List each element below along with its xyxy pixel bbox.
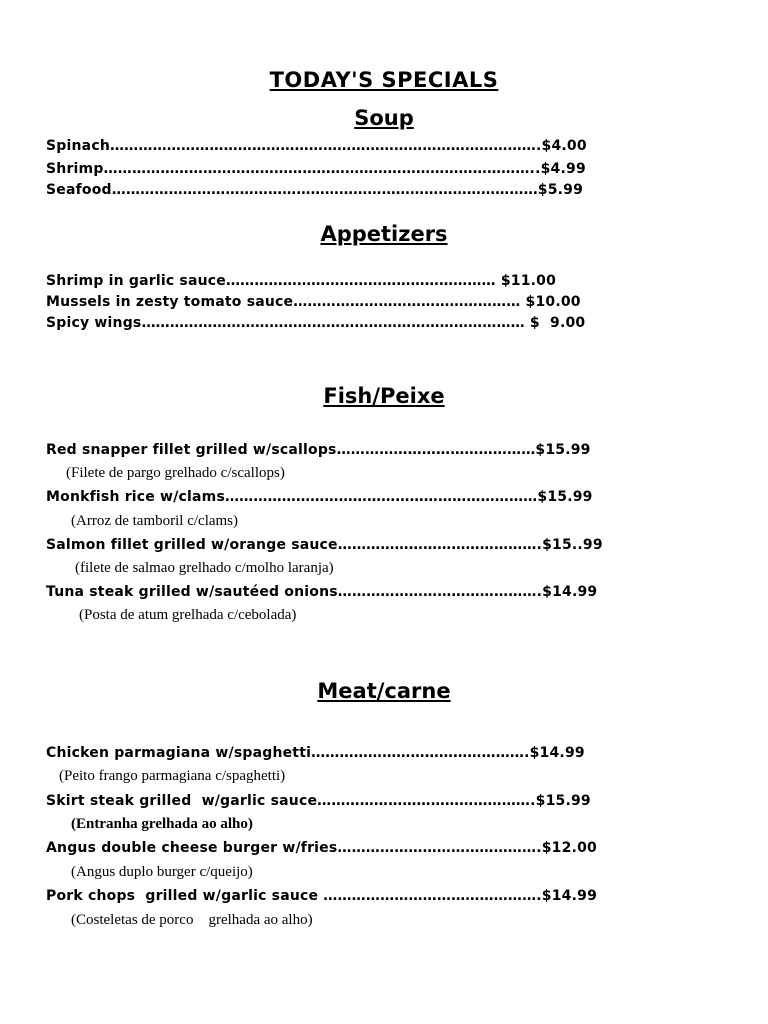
fish-item-monkfish-translation: (Arroz de tamboril c/clams) <box>71 513 239 529</box>
meat-item-pork-chops: Pork chops grilled w/garlic sauce ……………………………………….$14.99 <box>46 888 598 904</box>
soup-item-shrimp: Shrimp………………………………………………………………………………..$4.99 <box>46 161 586 177</box>
meat-item-angus-burger-translation: (Angus duplo burger c/queijo) <box>71 864 253 880</box>
soup-item-seafood: Seafood………………………………………………………………………………$5.99 <box>46 182 584 198</box>
fish-item-monkfish: Monkfish rice w/clams…………………………………………………………$15.99 <box>46 489 593 505</box>
fish-item-red-snapper: Red snapper fillet grilled w/scallops……………………………………$15.99 <box>46 442 591 458</box>
meat-item-skirt-steak: Skirt steak grilled w/garlic sauce……………………………………….$15.99 <box>46 793 591 809</box>
meat-item-chicken-translation: (Peito frango parmagiana c/spaghetti) <box>59 768 286 784</box>
meat-item-skirt-steak-translation: (Entranha grelhada ao alho) <box>71 816 253 832</box>
soup-item-spinach: Spinach……………………………………………………………………………….$4.00 <box>46 138 587 154</box>
meat-item-pork-chops-translation: (Costeletas de porco grelhada ao alho) <box>71 912 313 928</box>
page-title: TODAY'S SPECIALS <box>269 68 499 92</box>
meat-heading: Meat/carne <box>317 679 451 703</box>
soup-heading: Soup <box>354 106 414 130</box>
fish-item-tuna: Tuna steak grilled w/sautéed onions…………………………………….$14.99 <box>46 584 598 600</box>
meat-item-chicken: Chicken parmagiana w/spaghetti……………………………………….$14.99 <box>46 745 585 761</box>
appetizer-item-shrimp-garlic: Shrimp in garlic sauce………………………………………………… $11.00 <box>46 273 557 289</box>
appetizer-item-spicy-wings: Spicy wings……………………………………………………………………… $ 9.00 <box>46 315 586 331</box>
appetizer-item-mussels: Mussels in zesty tomato sauce………………………………………… $10.00 <box>46 294 581 310</box>
meat-item-angus-burger: Angus double cheese burger w/fries…………………………………….$12.00 <box>46 840 597 856</box>
fish-item-tuna-translation: (Posta de atum grelhada c/cebolada) <box>79 607 297 623</box>
fish-item-red-snapper-translation: (Filete de pargo grelhado c/scallops) <box>66 465 285 481</box>
fish-heading: Fish/Peixe <box>323 384 445 408</box>
fish-item-salmon: Salmon fillet grilled w/orange sauce…………………………………….$15..99 <box>46 537 603 553</box>
appetizers-heading: Appetizers <box>320 222 448 246</box>
fish-item-salmon-translation: (filete de salmao grelhado c/molho laranja) <box>75 560 334 576</box>
